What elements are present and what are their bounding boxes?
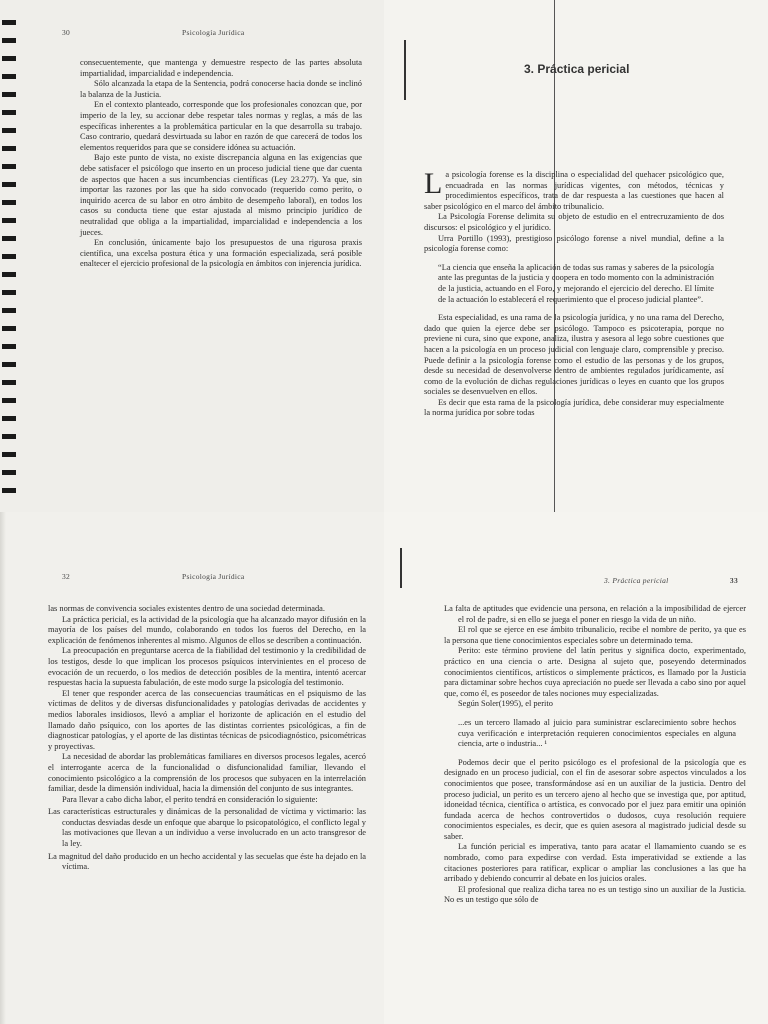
edge-mark	[404, 40, 406, 100]
paragraph: En conclusión, únicamente bajo los presupuestos de una rigurosa praxis científica, una excelsa postura ética y una formación especializada, será posible enaltecer el ejercicio profesional de la psicología en ámbitos con injerencia jurídica.	[80, 238, 362, 269]
paragraph: La función pericial es imperativa, tanto para acatar el llamamiento cuando se es nombrado, como para expedirse con verdad. Esta imperatividad se extiende a las citaciones posteriores para ratificar, explicar o ampliar las conclusiones a las que ha arribado y debiendo concurrir al debate en los juicios orales.	[444, 842, 746, 884]
page-32	[0, 512, 384, 1024]
paragraph: El tener que responder acerca de las consecuencias traumáticas en el psiquismo de las víctimas de delitos y de diversas disfuncionalidades y patologías derivadas de accidentes y medios laborales insidiosos, llevó a ampliar el horizonte de aplicación en el estudio del llamado daño psíquico, con los aportes de las distintas corrientes psicológicas, a fin de diagnosticar patologías, y el aporte de las distintas técnicas de psicodiagnóstico, psicométricas y proyectivas.	[48, 688, 366, 751]
paragraph: Sólo alcanzada la etapa de la Sentencia, podrá conocerse hacia donde se inclinó la balanza de la Justicia.	[80, 79, 362, 99]
paragraph: La práctica pericial, es la actividad de la psicología que ha alcanzado mayor difusión en la mayoría de los países del mundo, colaborando en todos los fueros del Derecho, en la explicación de fenómenos inherentes al mismo. Algunos de ellos se describen a continuación.	[48, 614, 366, 645]
block-quote: ...es un tercero llamado al juicio para suministrar esclarecimiento sobre hechos cuya verificación e interpretación requieren conocimientos especiales en alguna ciencia, arte o industria... ¹	[458, 717, 736, 749]
page-number: 30	[62, 28, 71, 37]
paragraph: Podemos decir que el perito psicólogo es el profesional de la psicología que es designado en un proceso judicial, con el fin de asesorar sobre aspectos vinculados a los conocimientos que posee, transformándose así en un auxiliar de la justicia. Dentro del proceso judicial, un perito es un tercero ajeno al hecho que se investiga que, por aptitud, idoneidad técnica, científica o artística, es convocado por el juez para emitir una opinión fundada acerca de hechos controvertidos o dudosos, cuya resolución requiere conocimientos especiales, es decir, que es quien asesora al magistrado judicial desde su saber.	[444, 757, 746, 841]
page-number: 32	[62, 572, 71, 581]
paragraph: Bajo este punto de vista, no existe discrepancia alguna en las exigencias que debe satisfacer el psicólogo que inserto en un proceso judicial tiene que dar cuenta de aspectos que hacen a sus incumbencias científicas (Ley 23.277). Ya que, sin importar las razones por las que ha sido convocado (requerido como perito, o inquirido acerca de su labor en otro ámbito de desempeño laboral), en todos los casos su conducta tiene que estar ajustada al mismo principio jurídico de neutralidad que obliga a la impartialidad, imparcialidad e independencia a los jueces.	[80, 153, 362, 237]
paragraph: Esta especialidad, es una rama de la psicología jurídica, y no una rama del Derecho, dado que quien la ejerce debe ser psicólogo. Tampoco es psicoterapia, porque no previene ni cura, sino que expone, analiza, ilustra y asesora al lego sobre cuestiones que hacen a la psicología en un proceso judicial con lenguaje claro, comprensible y preciso. Puede definir a la psicología forense como el estudio de las personas y de los grupos, desde su necesidad de desenvolverse dentro de ambientes regulados jurídicamente, así como de la evolución de dichas regulaciones jurídicas o leyes en cuanto que los grupos sociales se desenvuelven en ellos.	[424, 313, 724, 397]
paragraph: La preocupación en preguntarse acerca de la fiabilidad del testimonio y la credibilidad de los testigos, desde lo que implican los procesos psíquicos intervinientes en el proceso de evocación de un recuerdo, o los medios de detección posibles de la mentira, intentó acercar respuestas hacia la supuesta fabulación, de este modo surge la psicología del testimonio.	[48, 646, 366, 688]
running-title: Psicología Jurídica	[182, 572, 245, 581]
first-paragraph-text: a psicología forense es la disciplina o especialidad del quehacer psicológico que, encuadrada en las normas jurídicas vigentes, con métodos, técnicas y procedimientos específicos, trata de dar respuesta a las cuestiones que hacen al saber psicológico en el marco del ámbito tribunalicio.	[424, 170, 724, 211]
paragraph: Para llevar a cabo dicha labor, el perito tendrá en consideración lo siguiente:	[62, 794, 318, 804]
page-30	[0, 0, 384, 512]
drop-cap: L	[424, 167, 443, 200]
paragraph: La falta de aptitudes que evidencie una persona, en relación a la imposibilidad de ejercer el rol de padre, si en ello se juega el poner en riesgo la vida de un niño.	[444, 604, 746, 624]
page-edge-shadow	[0, 512, 6, 1024]
list-item: La magnitud del daño producido en un hecho accidental y las secuelas que éste ha dejado en la víctima.	[48, 851, 366, 872]
list-item: Las características estructurales y dinámicas de la personalidad de víctima y victimario: las conductas desviadas desde un enfoque que abarque lo psicopatológico, el conflicto legal y las motivaciones que llevan a un individuo a verse involucrado en un acto transgresor de la ley.	[48, 807, 366, 849]
running-title: 3. Práctica pericial	[604, 576, 669, 585]
text-column	[48, 604, 366, 873]
spiral-binding	[2, 20, 16, 500]
chapter-title: 3. Práctica pericial	[524, 62, 630, 76]
page-31	[384, 0, 768, 512]
page-33	[384, 512, 768, 1024]
paragraph: El rol que se ejerce en ese ámbito tribunalicio, recibe el nombre de perito, ya que es la persona que tiene conocimientos especiales sobre un determinado tema.	[444, 625, 746, 645]
paragraph: En el contexto planteado, corresponde que los profesionales conozcan que, por imperio de la ley, su accionar debe respetar tales normas y reglas, a más de las específicas inherentes a la problemática particular en la que desarrolla su trabajo. Caso contrario, quedará desvirtuada su labor en razón de que carecerá de todos los elementos requeridos para que se considere idónea su actuación.	[80, 100, 362, 152]
paragraph: Perito: este término proviene del latín peritus y significa docto, experimentado, práctico en una ciencia o arte. Designa al sujeto que, poseyendo determinados conocimientos científicos, artísticos o simplemente prácticos, es llamado por la Justicia para dictaminar sobre hechos cuya apreciación no puede ser llevada a cabo sino por aquel que, como él, es poseedor de tales nociones muy especializadas.	[444, 646, 746, 698]
paragraph: Según Soler(1995), el perito	[458, 699, 553, 709]
text-column	[424, 167, 724, 419]
paragraph: La necesidad de abordar las problemáticas familiares en diversos procesos legales, acercó el interrogante acerca de la funcionalidad o disfuncionalidad familiar, llevando el conocimiento psicológico a la comprensión de los procesos que subyacen en la interrelación familiar, desde la dimensión individual, hacia la dimensión del conjunto de sus integrantes.	[48, 752, 366, 794]
block-quote: “La ciencia que enseña la aplicación de todas sus ramas y saberes de la psicología ante las preguntas de la justicia y coopera en todo momento con la administración de la justicia, actuando en el Foro, y mejorando el ejercicio del derecho. El límite de la actuación lo establecerá el requerimiento que el proceso judicial plantee”.	[438, 262, 714, 304]
edge-mark	[400, 548, 402, 588]
paragraph: Es decir que esta rama de la psicología jurídica, debe considerar muy especialmente la norma jurídica por sobre todas	[424, 397, 724, 418]
first-paragraph	[424, 167, 724, 212]
text-column	[444, 604, 746, 906]
text-column	[80, 58, 362, 270]
considerations-list	[48, 807, 366, 873]
paragraph: El profesional que realiza dicha tarea no es un testigo sino un auxiliar de la Justicia. No es un testigo que sólo de	[444, 884, 746, 905]
paragraph: Urra Portillo (1993), prestigioso psicólogo forense a nivel mundial, define a la psicología forense como:	[424, 233, 724, 254]
paragraph: las normas de convivencia sociales existentes dentro de una sociedad determinada.	[48, 604, 325, 613]
paragraph: La Psicología Forense delimita su objeto de estudio en el entrecruzamiento de dos discursos: el psicológico y el jurídico.	[424, 212, 724, 232]
running-title: Psicología Jurídica	[182, 28, 245, 37]
page-number: 33	[729, 576, 738, 585]
paragraph: consecuentemente, que mantenga y demuestre respecto de las partes absoluta impartialidad, imparcialidad e independencia.	[80, 58, 362, 78]
